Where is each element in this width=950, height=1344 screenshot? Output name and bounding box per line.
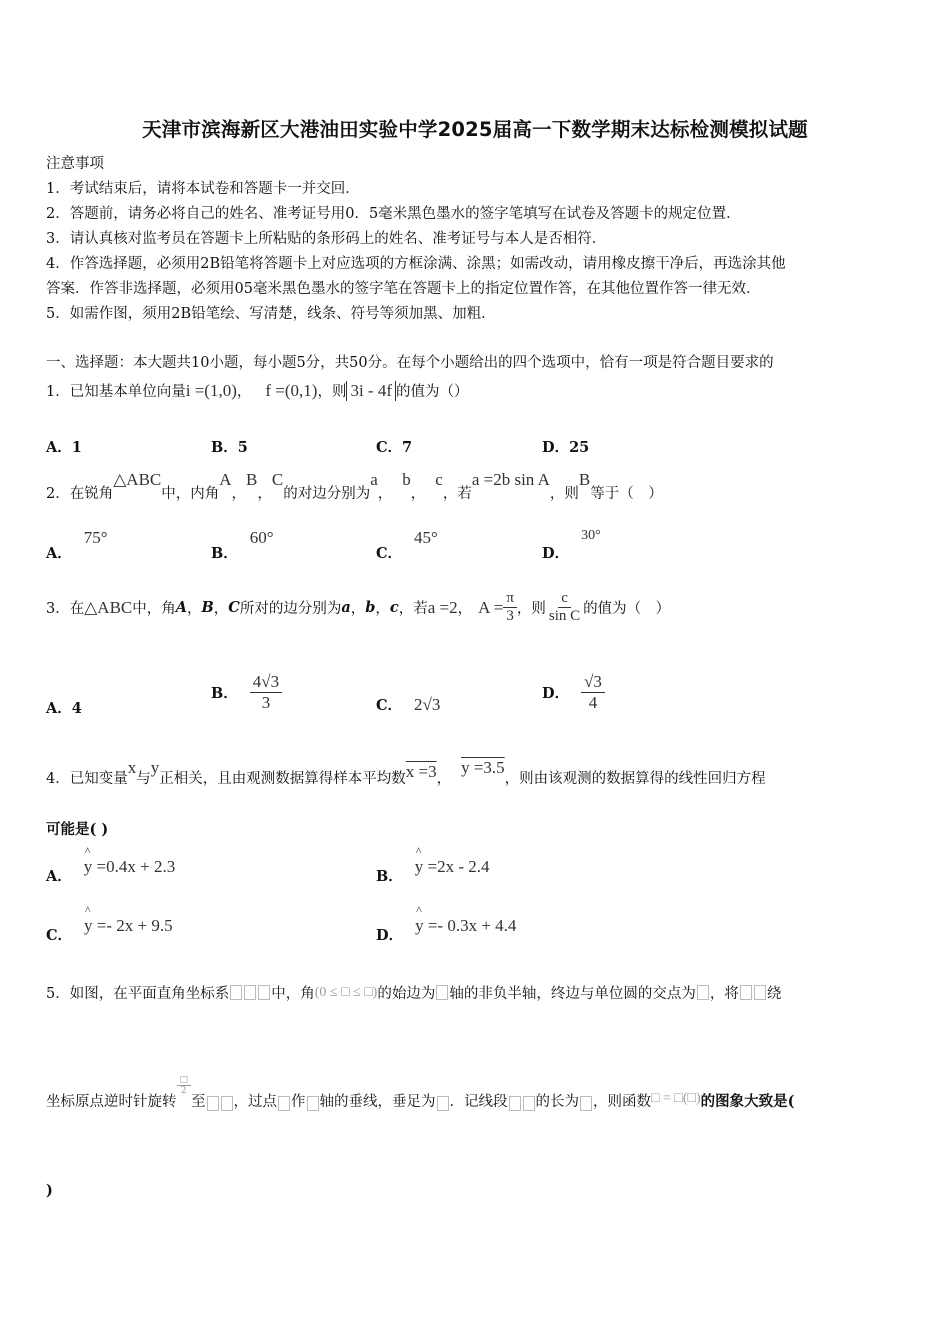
notes-heading: 注意事项 xyxy=(46,156,104,172)
q2-option-a[interactable]: A． 75° xyxy=(46,528,108,562)
q1-option-b[interactable]: B．5 xyxy=(211,439,248,456)
q2-triangle: △ABC xyxy=(113,470,162,489)
note-item: 5．如需作图，须用2B铅笔绘、写清楚，线条、符号等须加黑、加粗． xyxy=(46,306,496,322)
question-3: 3．在 △ABC 中，角 A ， B ， C 所对的边分别为 a ， b ， c ，若 a =2 ， A = $\frac{\pi}{3}$ ，则 $\frac{c}{\text{sin C}}$ 的值为（ ） xyxy=(46,590,671,625)
q1-magnitude: 3i - 4f xyxy=(346,381,396,401)
page-title: 天津市滨海新区大港油田实验中学2025届高一下数学期末达标检测模拟试题 xyxy=(142,118,808,141)
q4-option-a[interactable]: A． ^ y =0.4x + 2.3 xyxy=(46,857,175,886)
q4-option-d[interactable]: D． ^ y =- 0.3x + 4.4 xyxy=(376,916,516,945)
q1-option-d[interactable]: D．25 xyxy=(542,439,590,456)
question-5-cont: 坐标原点逆时针旋转 $\frac{□}{2}$ 至 ，过点 作 轴的垂线，垂足为 ．记线段 的长为 ，则函数 □ = □(□) 的图象大致是( xyxy=(46,1075,795,1110)
q1-text: 1．已知基本单位向量 xyxy=(46,384,186,400)
q1-vector-f: f =(0,1) xyxy=(265,380,318,400)
note-item: 答案．作答非选择题，必须用05毫米黑色墨水的签字笔在答题卡上的指定位置作答，在其他位置作答一律无效． xyxy=(46,281,761,297)
q1-vector-i: i =(1,0) xyxy=(185,380,237,400)
q4-option-c[interactable]: C． ^ y =- 2x + 9.5 xyxy=(46,916,173,945)
q3-option-d[interactable]: D． $\frac{√3}{4}$ xyxy=(542,672,605,712)
q2-option-c[interactable]: C． 45° xyxy=(376,528,438,562)
q1-option-a[interactable]: A．1 xyxy=(46,439,82,456)
q5-close: ) xyxy=(46,1182,53,1199)
note-item: 1．考试结束后，请将本试卷和答题卡一并交回． xyxy=(46,181,360,197)
question-1: 1．已知基本单位向量 i =(1,0) ， f =(0,1) ，则 3i - 4f 的值为（） xyxy=(46,380,469,400)
q3-option-b[interactable]: B． $\frac{4√3}{3}$ xyxy=(211,672,282,712)
q3-option-c[interactable]: C． 2√3 xyxy=(376,694,441,714)
section-heading: 一、选择题：本大题共10小题，每小题5分，共50分。在每个小题给出的四个选项中，恰有一项是符合题目要求的 xyxy=(46,355,774,371)
question-5: 5．如图，在平面直角坐标系 中，角 (0 ≤ □ ≤ □) 的始边为 轴的非负半轴，终边与单位圆的交点为 ，将 绕 xyxy=(46,984,782,1002)
note-item: 2．答题前，请务必将自己的姓名、准考证号用0．5毫米黑色墨水的签字笔填写在试卷及答题卡的规定位置． xyxy=(46,206,741,222)
q3-option-a[interactable]: A．4 xyxy=(46,700,82,717)
q2-option-d[interactable]: D． 30° xyxy=(542,528,601,562)
q5-angle-range: (0 ≤ □ ≤ □) xyxy=(314,984,378,1000)
note-item: 4．作答选择题，必须用2B铅笔将答题卡上对应选项的方框涂满、涂黑；如需改动，请用橡皮擦干净后，再选涂其他 xyxy=(46,256,786,272)
q2-condition: a =2b sin A xyxy=(471,470,550,489)
note-item: 3．请认真核对监考员在答题卡上所粘贴的条形码上的姓名、准考证号与本人是否相符． xyxy=(46,231,607,247)
q2-option-b[interactable]: B． 60° xyxy=(211,528,274,562)
q4-option-b[interactable]: B． ^ y =2x - 2.4 xyxy=(376,857,490,886)
question-2: 2．在锐角 △ABC 中，内角 A ， B ， C 的对边分别为 a ， b ， c ，若 a =2b sin A ，则 B 等于（ ） xyxy=(46,470,663,502)
q5-function: □ = □(□) xyxy=(651,1090,701,1106)
q1-option-c[interactable]: C．7 xyxy=(376,439,413,456)
question-4: 4．已知变量 x 与 y 正相关，且由观测数据算得样本平均数 x =3 ， y =3.5 ，则由该观测的数据算得的线性回归方程 xyxy=(46,758,766,787)
q4-text-cont: 可能是( ) xyxy=(46,821,109,838)
